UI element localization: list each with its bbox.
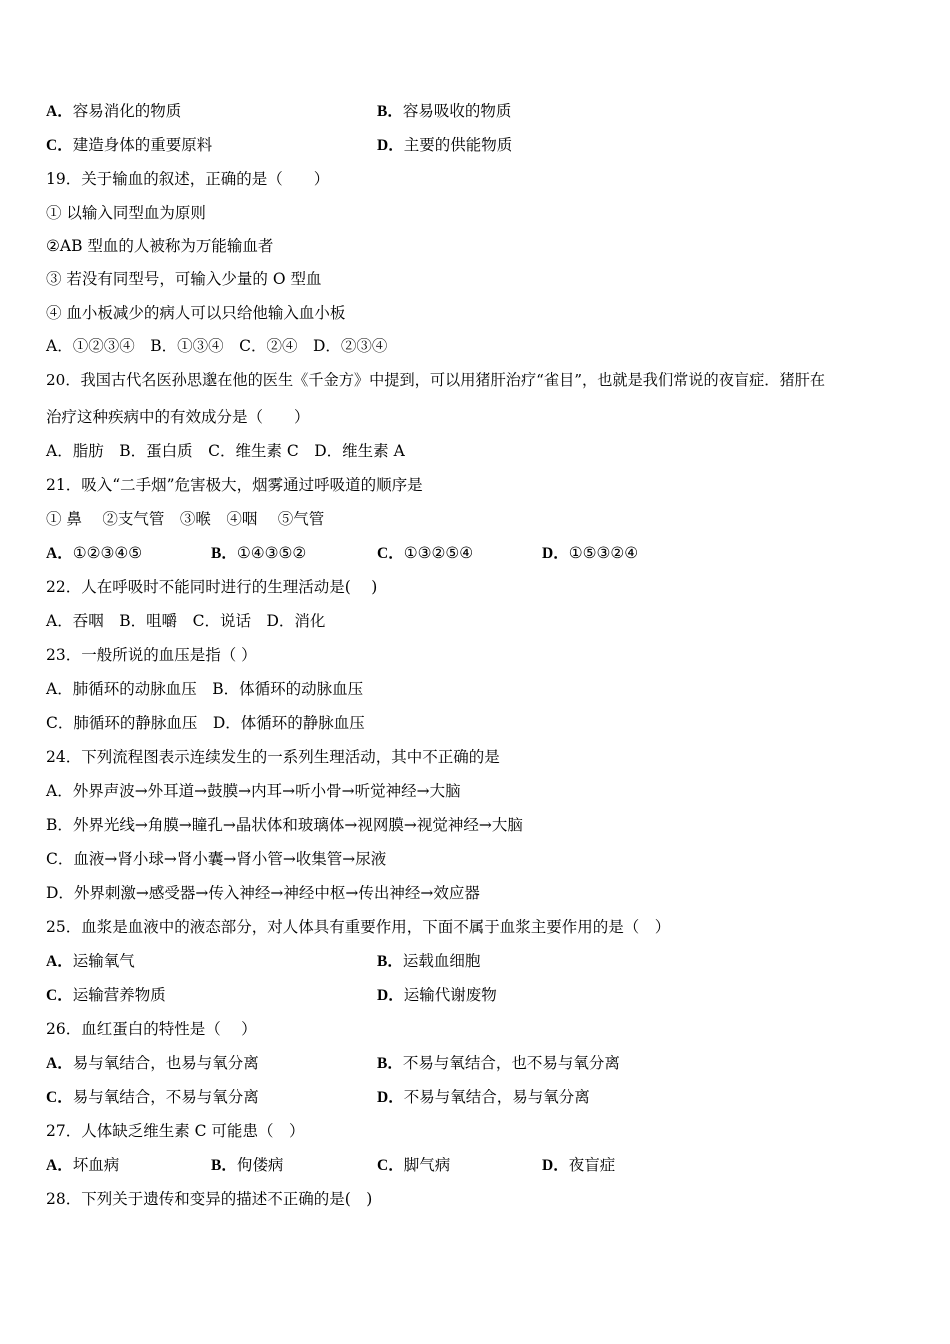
q22-stem: 22．人在呼吸时不能同时进行的生理活动是( ) bbox=[46, 578, 378, 596]
q19-statement-3: ③ 若没有同型号，可输入少量的 O 型血 bbox=[46, 270, 322, 288]
q24-option-d: D．外界刺激→感受器→传入神经→神经中枢→传出神经→效应器 bbox=[46, 884, 480, 902]
q24-stem: 24．下列流程图表示连续发生的一系列生理活动，其中不正确的是 bbox=[46, 748, 500, 766]
q19-statement-2: ②AB 型血的人被称为万能输血者 bbox=[46, 237, 274, 255]
q22-options: A．吞咽 B．咀嚼 C．说话 D．消化 bbox=[46, 612, 326, 630]
q25-option-b: B．运载血细胞 bbox=[377, 952, 481, 970]
q19-statement-1: ① 以输入同型血为原则 bbox=[46, 204, 206, 222]
q27-option-c: C．脚气病 bbox=[377, 1156, 451, 1174]
q25-option-c: C．运输营养物质 bbox=[46, 986, 166, 1004]
q24-option-b: B．外界光线→角膜→瞳孔→晶状体和玻璃体→视网膜→视觉神经→大脑 bbox=[46, 816, 523, 834]
q26-stem: 26．血红蛋白的特性是（ ） bbox=[46, 1020, 257, 1038]
q24-option-a: A．外界声波→外耳道→鼓膜→内耳→听小骨→听觉神经→大脑 bbox=[46, 782, 461, 800]
q18-option-c: C．建造身体的重要原料 bbox=[46, 136, 213, 154]
q21-option-b: B．①④③⑤② bbox=[211, 544, 307, 562]
q19-stem: 19．关于输血的叙述，正确的是（ ） bbox=[46, 170, 330, 188]
q21-items: ① 鼻 ②支气管 ③喉 ④咽 ⑤气管 bbox=[46, 510, 325, 528]
q21-stem: 21．吸入“二手烟”危害极大，烟雾通过呼吸道的顺序是 bbox=[46, 476, 423, 494]
q18-option-a: A．容易消化的物质 bbox=[46, 102, 182, 120]
q26-option-b: B．不易与氧结合，也不易与氧分离 bbox=[377, 1054, 620, 1072]
q21-option-d: D．①⑤③②④ bbox=[542, 544, 639, 562]
q20-stem-line2: 治疗这种疾病中的有效成分是（ ） bbox=[46, 408, 310, 426]
q26-option-d: D．不易与氧结合，易与氧分离 bbox=[377, 1088, 590, 1106]
q19-options: A．①②③④ B．①③④ C．②④ D．②③④ bbox=[46, 337, 388, 355]
q25-option-d: D．运输代谢废物 bbox=[377, 986, 497, 1004]
q23-options-row2: C．肺循环的静脉血压 D．体循环的静脉血压 bbox=[46, 714, 365, 732]
q27-option-a: A．坏血病 bbox=[46, 1156, 120, 1174]
q28-stem: 28．下列关于遗传和变异的描述不正确的是( ) bbox=[46, 1190, 373, 1208]
q19-statement-4: ④ 血小板减少的病人可以只给他输入血小板 bbox=[46, 304, 346, 322]
q18-option-d: D．主要的供能物质 bbox=[377, 136, 513, 154]
q25-stem: 25．血浆是血液中的液态部分，对人体具有重要作用，下面不属于血浆主要作用的是（ ） bbox=[46, 918, 671, 936]
q21-option-a: A．①②③④⑤ bbox=[46, 544, 143, 562]
q24-option-c: C．血液→肾小球→肾小囊→肾小管→收集管→尿液 bbox=[46, 850, 387, 868]
q20-options: A．脂肪 B．蛋白质 C．维生素 C D．维生素 A bbox=[46, 442, 405, 460]
q18-option-b: B．容易吸收的物质 bbox=[377, 102, 512, 120]
q23-stem: 23．一般所说的血压是指（ ） bbox=[46, 646, 257, 664]
q25-option-a: A．运输氧气 bbox=[46, 952, 135, 970]
q23-options-row1: A．肺循环的动脉血压 B．体循环的动脉血压 bbox=[46, 680, 364, 698]
q26-option-a: A．易与氧结合，也易与氧分离 bbox=[46, 1054, 259, 1072]
q20-stem-line1: 20．我国古代名医孙思邈在他的医生《千金方》中提到，可以用猪肝治疗“雀目”，也就是我们常说的夜盲症．猪肝在 bbox=[46, 371, 826, 389]
q27-option-d: D．夜盲症 bbox=[542, 1156, 616, 1174]
q21-option-c: C．①③②⑤④ bbox=[377, 544, 474, 562]
q26-option-c: C．易与氧结合，不易与氧分离 bbox=[46, 1088, 259, 1106]
q27-option-b: B．佝偻病 bbox=[211, 1156, 284, 1174]
q27-stem: 27．人体缺乏维生素 C 可能患（ ） bbox=[46, 1122, 305, 1140]
